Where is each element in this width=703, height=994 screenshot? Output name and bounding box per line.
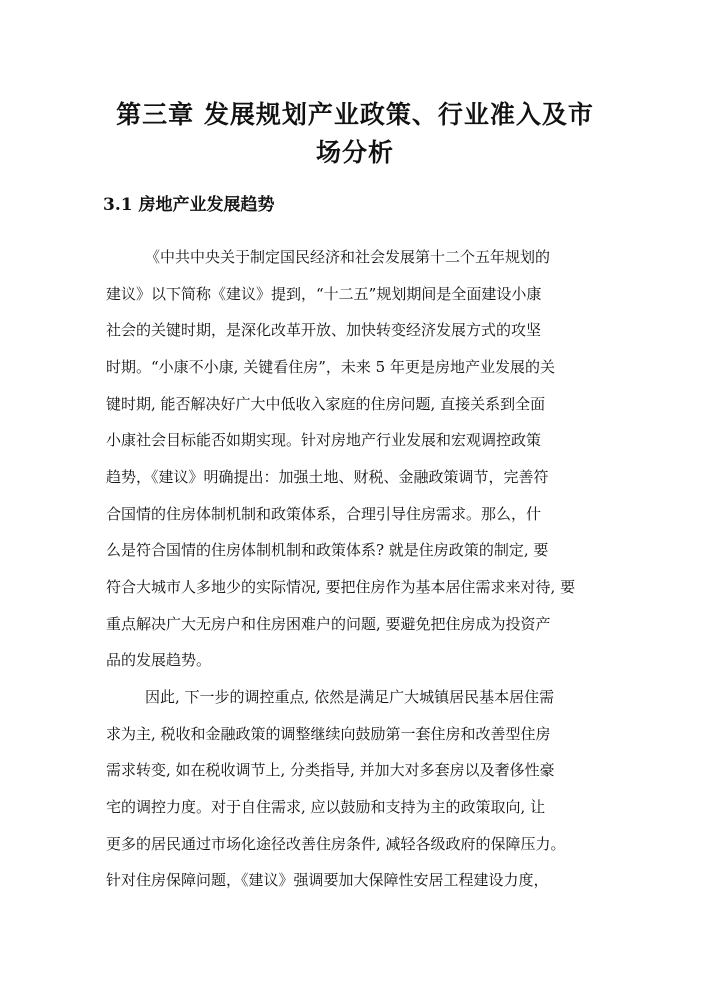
paragraph-line: 小康社会目标能否如期实现。针对房地产行业发展和宏观调控政策: [106, 431, 542, 449]
paragraph-line: 更多的居民通过市场化途径改善住房条件, 减轻各级政府的保障压力。: [106, 835, 566, 853]
chapter-title-line: 场分析: [315, 138, 394, 167]
paragraph-line: 合国情的住房体制机制和政策体系，合理引导住房需求。那么，什: [106, 505, 542, 523]
paragraph-line: 《中共中央关于制定国民经济和社会发展第十二个五年规划的: [145, 248, 551, 266]
paragraph-line: 求为主, 税收和金融政策的调整继续向鼓励第一套住房和改善型住房: [106, 725, 551, 743]
paragraph-line: 社会的关键时期，是深化改革开放、加快转变经济发展方式的攻坚: [106, 321, 542, 339]
paragraph-line: 键时期, 能否解决好广大中低收入家庭的住房问题, 直接关系到全面: [106, 395, 546, 413]
paragraph-line: 么是符合国情的住房体制机制和政策体系? 就是住房政策的制定, 要: [106, 541, 549, 559]
paragraph-line: 需求转变, 如在税收调节上, 分类指导, 并加大对多套房以及奢侈性豪: [106, 761, 555, 779]
paragraph-line: 建议》以下简称《建议》提到，“十二五”规划期间是全面建设小康: [106, 285, 542, 303]
paragraph-line: 针对住房保障问题，《建议》强调要加大保障性安居工程建设力度，: [106, 871, 549, 889]
section-heading: 3.1 房地产业发展趋势: [103, 195, 275, 215]
paragraph-line: 宅的调控力度。对于自住需求, 应以鼓励和支持为主的政策取向, 让: [106, 798, 546, 816]
paragraph-line: 符合大城市人多地少的实际情况, 要把住房作为基本居住需求来对待, 要: [106, 578, 576, 596]
paragraph-line: 重点解决广大无房户和住房困难户的问题, 要避免把住房成为投资产: [106, 615, 551, 633]
chapter-title: [95, 96, 615, 172]
chapter-title-line: 第三章 发展规划产业政策、行业准入及市: [116, 100, 594, 129]
paragraph-line: 时期。“小康不小康, 关键看住房”，未来 5 年更是房地产业发展的关: [106, 358, 555, 376]
paragraph-line: 因此, 下一步的调控重点, 依然是满足广大城镇居民基本居住需: [145, 688, 555, 706]
paragraph-line: 品的发展趋势。: [106, 651, 212, 669]
paragraph-line: 趋势，《建议》明确提出：加强土地、财税、金融政策调节，完善符: [106, 468, 549, 486]
